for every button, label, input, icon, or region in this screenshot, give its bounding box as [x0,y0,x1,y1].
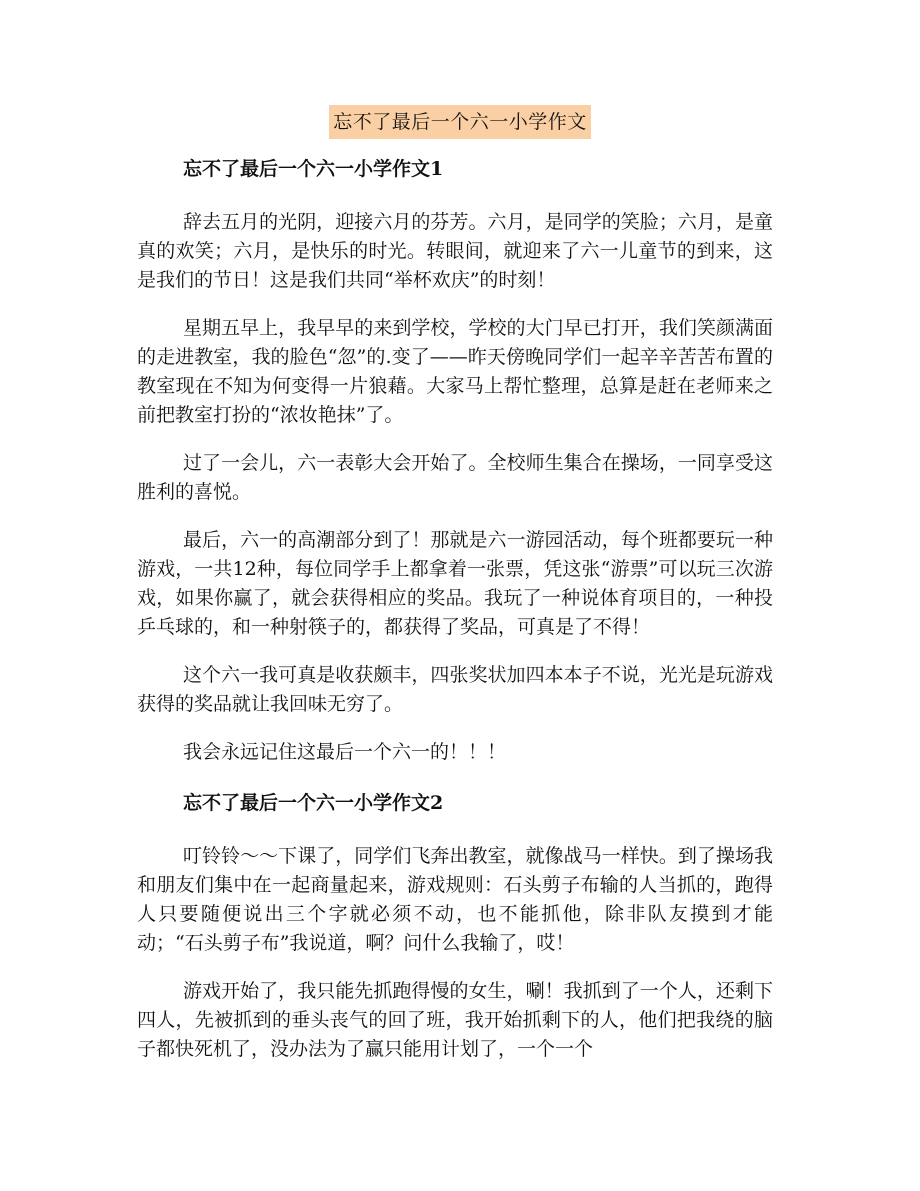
document-title-container [0,105,920,139]
essay-1-paragraph-1: 辞去五月的光阴，迎接六月的芬芳。六月，是同学的笑脸；六月，是童真的欢笑；六月，是快乐的时光。转眼间，就迎来了六一儿童节的到来，这是我们的节日！这是我们共同“举杯欢庆”的时刻！ [137,211,773,291]
document-body [137,152,773,1083]
essay-2-paragraph-2: 游戏开始了，我只能先抓跑得慢的女生，唰！我抓到了一个人，还剩下四人，先被抓到的垂头丧气的回了班，我开始抓剩下的人，他们把我绕的脑子都快死机了，没办法为了赢只能用计划了，一个一个 [137,980,773,1060]
essay-1-heading: 忘不了最后一个六一小学作文1 [183,158,444,180]
document-title: 忘不了最后一个六一小学作文 [329,105,591,139]
essay-1-paragraph-5: 这个六一我可真是收获颇丰，四张奖状加四本本子不说，光光是玩游戏获得的奖品就让我回味无穷了。 [137,664,773,715]
essay-2-heading: 忘不了最后一个六一小学作文2 [183,792,444,814]
essay-1-paragraph-4: 最后，六一的高潮部分到了！那就是六一游园活动，每个班都要玩一种游戏，一共12种，每位同学手上都拿着一张票，凭这张“游票”可以玩三次游戏，如果你赢了，就会获得相应的奖品。我玩了一种说体育项目的，一种投乒乓球的，和一种射筷子的，都获得了奖品，可真是了不得！ [137,529,773,638]
essay-1-paragraph-6: 我会永远记住这最后一个六一的！！！ [183,741,507,763]
essay-1-paragraph-2: 星期五早上，我早早的来到学校，学校的大门早已打开，我们笑颜满面的走进教室，我的脸色“忽”的.变了——昨天傍晚同学们一起辛辛苦苦布置的教室现在不知为何变得一片狼藉。大家马上帮忙整理，总算是赶在老师来之前把教室打扮的“浓妆艳抹”了。 [137,317,773,426]
essay-1-paragraph-3: 过了一会儿，六一表彰大会开始了。全校师生集合在操场，一同享受这胜利的喜悦。 [137,452,773,503]
essay-2-paragraph-1: 叮铃铃～～下课了，同学们飞奔出教室，就像战马一样快。到了操场我和朋友们集中在一起商量起来，游戏规则：石头剪子布输的人当抓的，跑得人只要随便说出三个字就必须不动，也不能抓他，除非队友摸到才能动；“石头剪子布”我说道，啊？问什么我输了，哎！ [137,845,773,954]
